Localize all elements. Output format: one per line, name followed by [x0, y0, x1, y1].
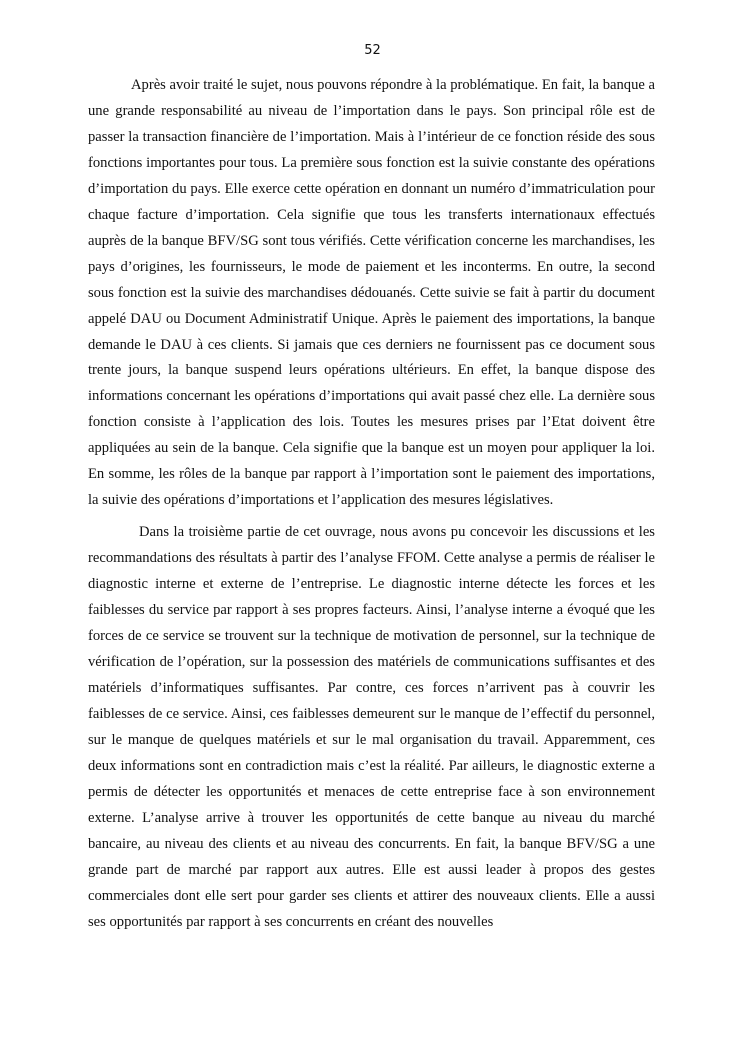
page-number: 52: [364, 43, 381, 58]
paragraph-analyse-ffom: Dans la troisième partie de cet ouvrage, nous avons pu concevoir les discussions et les recommandations des résultats à partir des l’analyse FFOM. Cette analyse a permis de réaliser le diagnostic interne et externe de l’entreprise. Le diagnostic interne détecte les forces et les faiblesses du service par rapport à ses propres facteurs. Ainsi, l’analyse interne a évoqué que les forces de ce service se trouvent sur la technique de motivation de personnel, sur la technique de vérification de l’opération, sur la possession des matériels de communications suffisantes et des matériels d’informatiques suffisantes. Par contre, ces forces n’arrivent pas à couvrir les faiblesses de ce service. Ainsi, ces faiblesses demeurent sur le manque de l’effectif du personnel, sur le manque de quelques matériels et sur le mal organisation du travail. Apparemment, ces deux informations sont en contradiction mais c’est la réalité. Par ailleurs, le diagnostic externe a permis de détecter les opportunités et menaces de cette entreprise face à son environnement externe. L’analyse arrive à trouver les opportunités de cette banque au niveau du marché bancaire, au niveau des clients et au niveau des concurrents. En fait, la banque BFV/SG a une grande part de marché par rapport aux autres. Elle est aussi leader à propos des gestes commerciales dont elle sert pour garder ses clients et attirer des nouveaux clients. Elle a aussi ses opportunités par rapport à ses concurrents en créant des nouvelles: [88, 524, 655, 930]
paragraph-conclusion-importation: Après avoir traité le sujet, nous pouvons répondre à la problématique. En fait, la banque a une grande responsabilité au niveau de l’importation dans le pays. Son principal rôle est de passer la transaction financière de l’importation. Mais à l’intérieur de ce fonction réside des sous fonctions importantes pour tous. La première sous fonction est la suivie constante des opérations d’importation du pays. Elle exerce cette opération en donnant un numéro d’immatriculation pour chaque facture d’importation. Cela signifie que tous les transferts internationaux effectués auprès de la banque BFV/SG sont tous vérifiés. Cette vérification concerne les marchandises, les pays d’origines, les fournisseurs, le mode de paiement et les inconterms. En outre, la second sous fonction est la suivie des marchandises dédouanés. Cette suivie se fait à partir du document appelé DAU ou Document Administratif Unique. Après le paiement des importations, la banque demande le DAU à ces clients. Si jamais que ces derniers ne fournissent pas ce document sous trente jours, la banque suspend leurs opérations ultérieurs. En effet, la banque dispose des informations concernant les opérations d’importations qui avait passé chez elle. La dernière sous fonction consiste à l’application des lois. Toutes les mesures prises par l’Etat doivent être appliquées au sein de la banque. Cela signifie que la banque est un moyen pour appliquer la loi. En somme, les rôles de la banque par rapport à l’importation sont le paiement des importations, la suivie des opérations d’importations et l’application des mesures législatives.: [88, 77, 655, 509]
body-text: [88, 73, 655, 935]
